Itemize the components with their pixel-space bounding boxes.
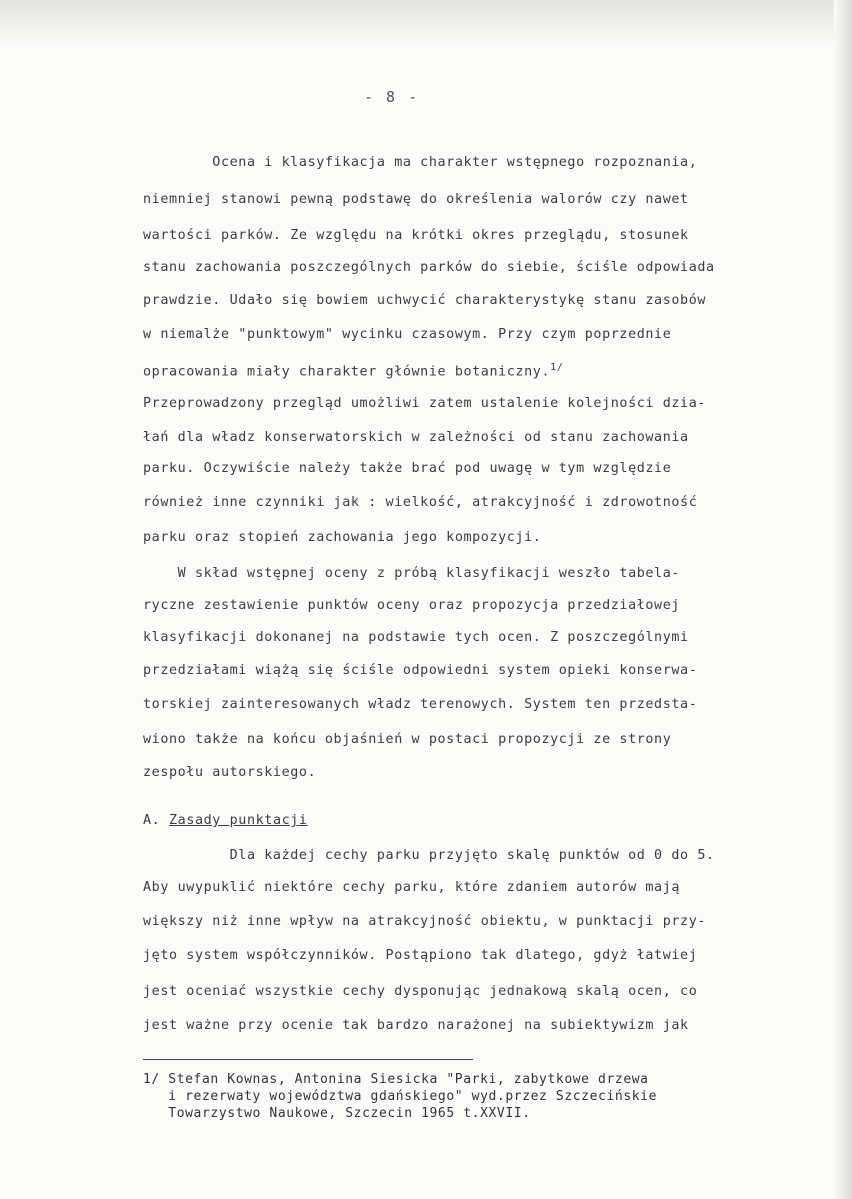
paragraph-3-line: wiono także na końcu objaśnień w postaci propozycji ze strony	[143, 732, 672, 747]
paragraph-1-line-last	[143, 362, 823, 379]
paragraph-3-line: przedziałami wiążą się ściśle odpowiedni system opieki konserwa-	[143, 663, 698, 678]
footnote-line: 1/ Stefan Kownas, Antonina Siesicka "Parki, zabytkowe drzewa	[143, 1072, 649, 1087]
paragraph-1-line: Ocena i klasyfikacja ma charakter wstępnego rozpoznania,	[143, 155, 698, 170]
paragraph-1-text: opracowania miały charakter głównie botaniczny.	[143, 364, 551, 380]
paragraph-1-line: stanu zachowania poszczególnych parków do siebie, ściśle odpowiada	[143, 260, 715, 275]
scan-top-shadow	[0, 0, 852, 48]
paragraph-2-line: również inne czynniki jak : wielkość, atrakcyjność i zdrowotność	[143, 495, 698, 510]
paragraph-1-line: niemniej stanowi pewną podstawę do określenia walorów czy nawet	[143, 192, 689, 207]
section-paragraph-line: większy niż inne wpływ na atrakcyjność obiektu, w punktacji przy-	[143, 914, 707, 929]
paragraph-2-line: Przeprowadzony przegląd umożliwi zatem ustalenie kolejności dzia-	[143, 396, 707, 411]
section-heading	[143, 813, 308, 828]
section-letter: A.	[143, 813, 161, 828]
section-paragraph-line: Aby uwypuklić niektóre cechy parku, które zdaniem autorów mają	[143, 880, 681, 895]
paragraph-2-line: parku oraz stopień zachowania jego kompozycji.	[143, 530, 542, 545]
paragraph-3-line: W skład wstępnej oceny z próbą klasyfikacji weszło tabela-	[143, 566, 681, 581]
page-number: - 8 -	[364, 88, 420, 106]
paragraph-3-line: zespołu autorskiego.	[143, 765, 317, 780]
paragraph-2-line: parku. Oczywiście należy także brać pod uwagę w tym względzie	[143, 461, 672, 476]
section-paragraph-line: jęto system współczynników. Postąpiono tak dlatego, gdyż łatwiej	[143, 948, 698, 963]
section-paragraph-line: Dla każdej cechy parku przyjęto skalę punktów od 0 do 5.	[143, 848, 715, 863]
footnote-line: i rezerwaty województwa gdańskiego" wyd.przez Szczecińskie	[143, 1089, 658, 1104]
footnote-line: Towarzystwo Naukowe, Szczecin 1965 t.XXVII.	[143, 1106, 531, 1121]
footnote-reference: 1/	[550, 362, 564, 373]
footnote-separator	[143, 1059, 473, 1060]
paragraph-2-line: łań dla władz konserwatorskich w zależności od stanu zachowania	[143, 430, 689, 445]
paragraph-1-line: prawdzie. Udało się bowiem uchwycić charakterystykę stanu zasobów	[143, 293, 707, 308]
section-paragraph-line: jest oceniać wszystkie cechy dysponując jednakową skalą ocen, co	[143, 984, 698, 999]
scan-right-shadow	[834, 0, 852, 1199]
paragraph-1-line: wartości parków. Ze względu na krótki okres przeglądu, stosunek	[143, 228, 689, 243]
section-title: Zasady punktacji	[169, 813, 308, 828]
section-paragraph-line: jest ważne przy ocenie tak bardzo narażonej na subiektywizm jak	[143, 1018, 689, 1033]
paragraph-3-line: torskiej zainteresowanych władz terenowych. System ten przedsta-	[143, 697, 698, 712]
paragraph-3-line: ryczne zestawienie punktów oceny oraz propozycja przedziałowej	[143, 598, 681, 613]
paragraph-1-line: w niemalże "punktowym" wycinku czasowym. Przy czym poprzednie	[143, 327, 672, 342]
paragraph-3-line: klasyfikacji dokonanej na podstawie tych ocen. Z poszczególnymi	[143, 630, 689, 645]
